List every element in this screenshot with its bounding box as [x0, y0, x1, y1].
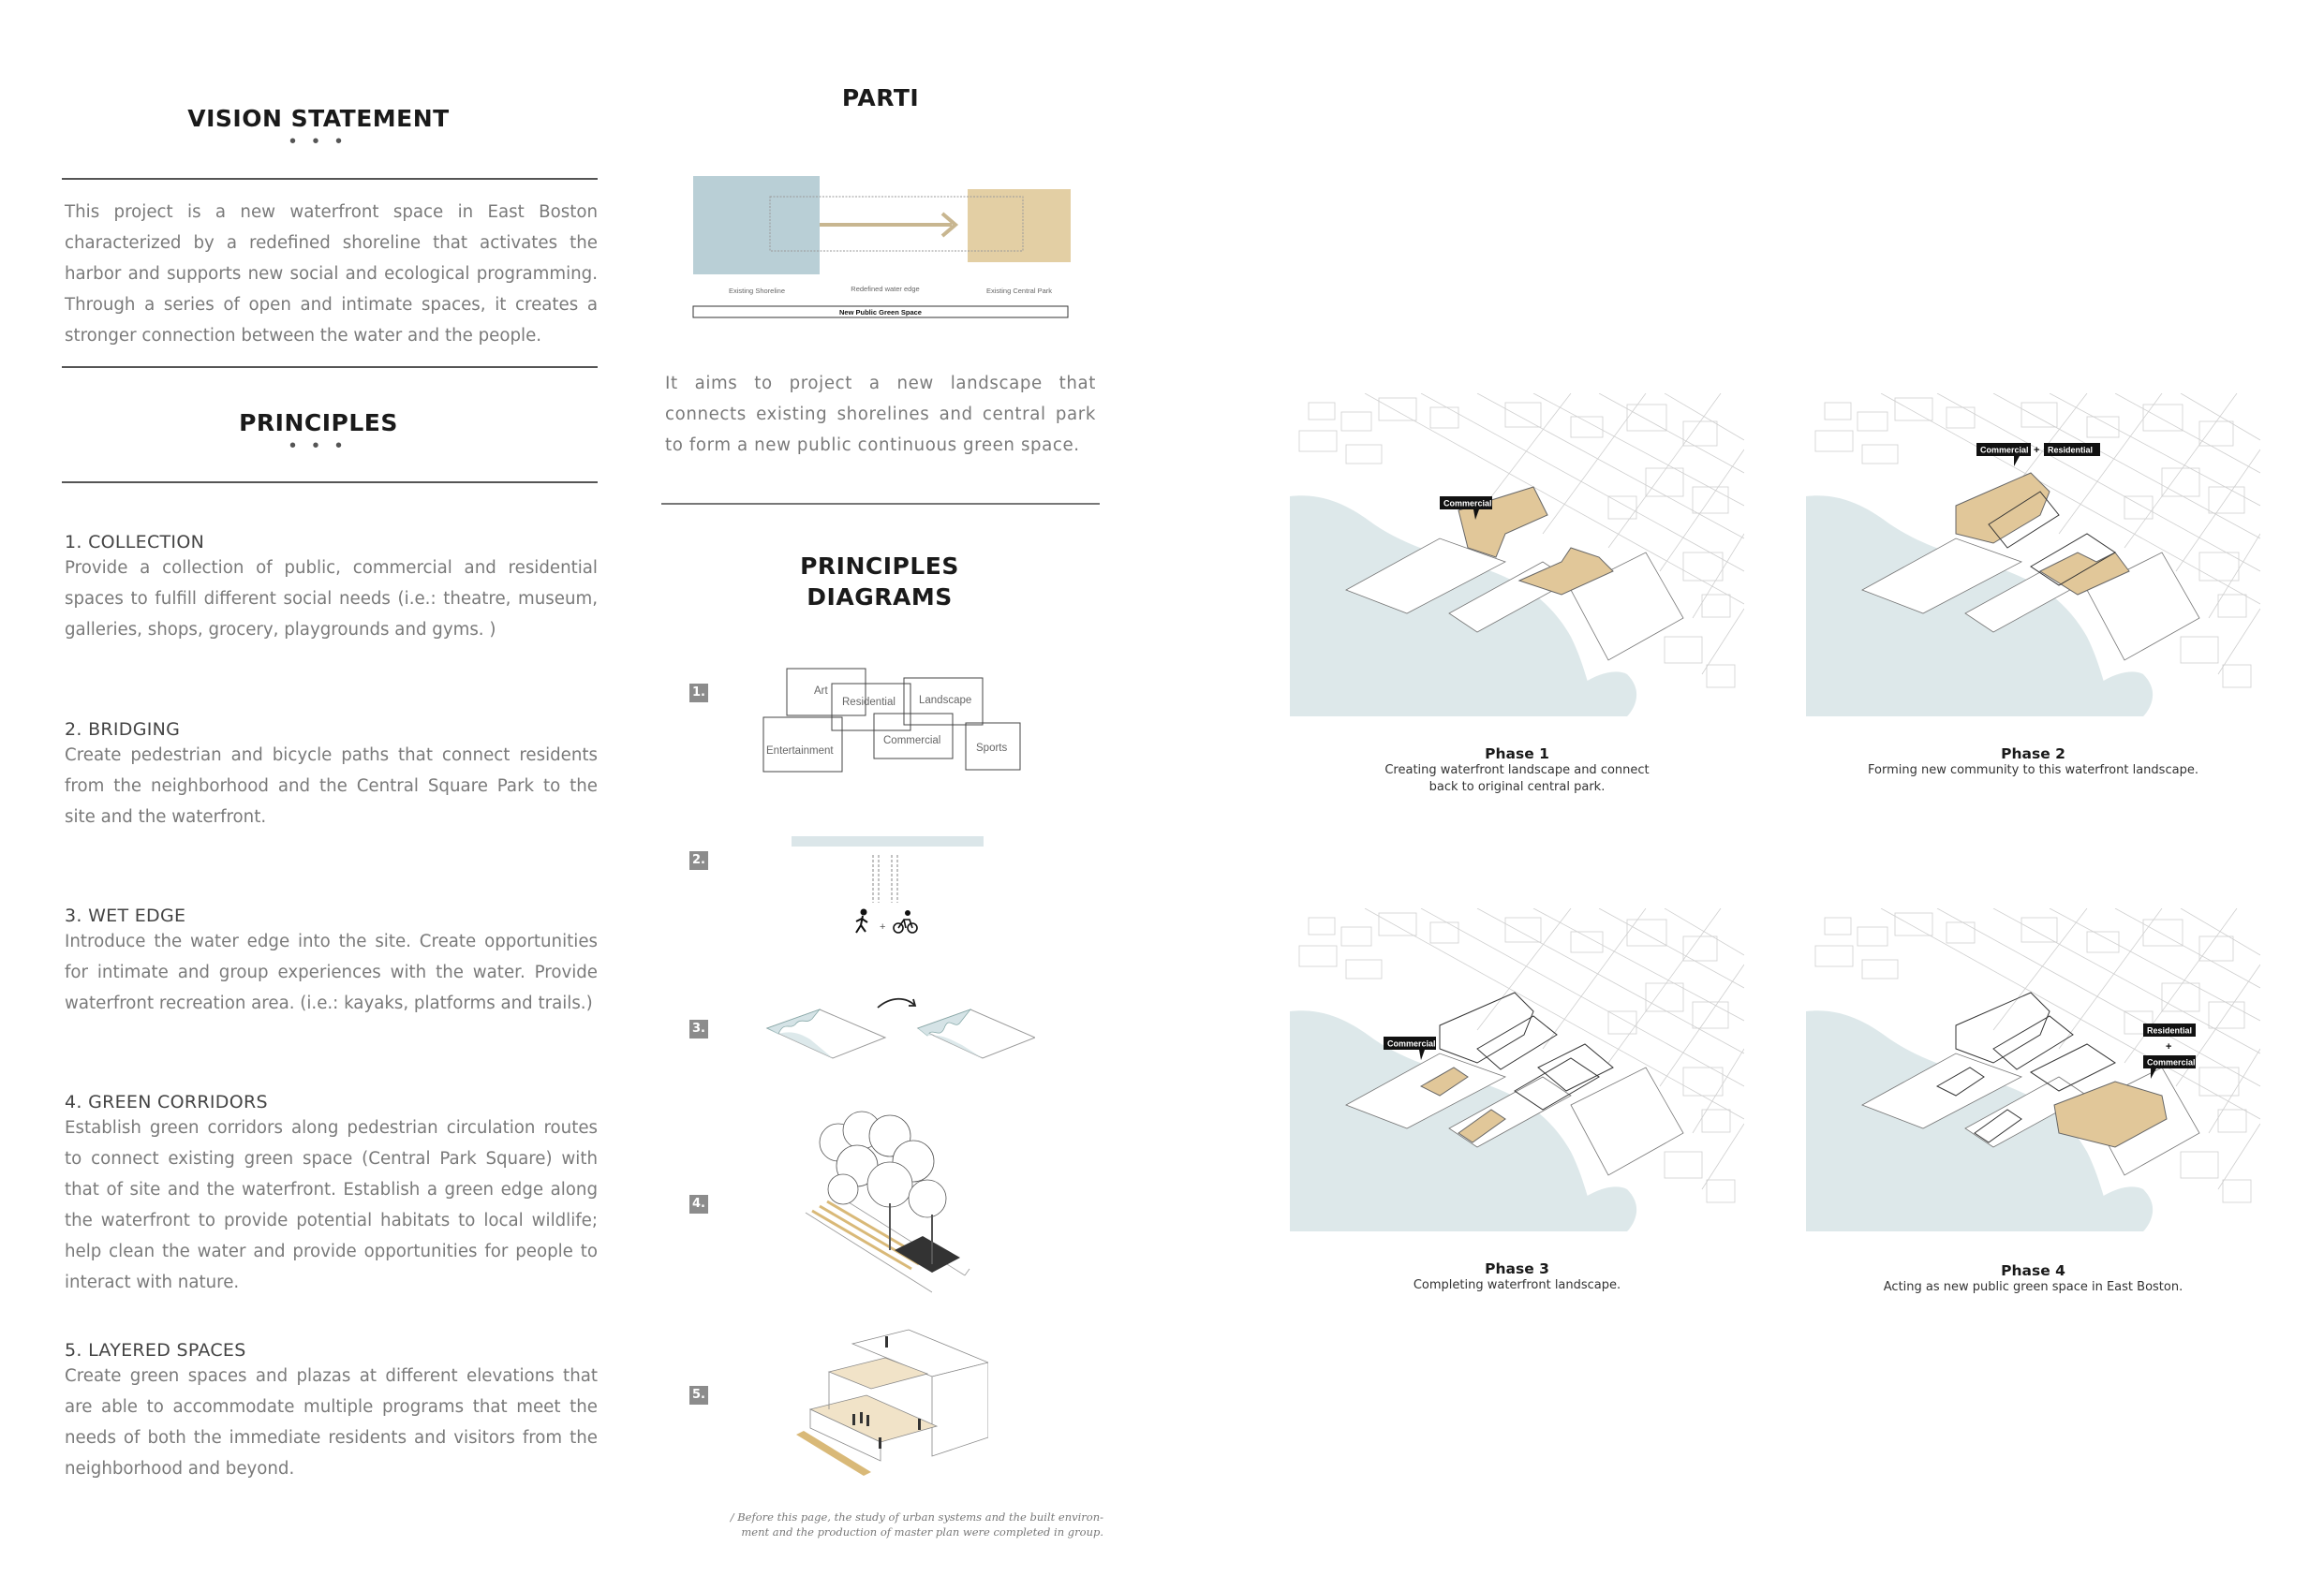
phase-1-tag-commercial: Commercial [1443, 498, 1492, 508]
bicycle-icon [894, 911, 917, 933]
pedestrian-icon [856, 910, 867, 934]
phase-3-tag-commercial: Commercial [1387, 1038, 1436, 1049]
principle-collection [65, 532, 598, 645]
diagram-number-5: 5. [689, 1386, 708, 1405]
box-commercial-label: Commercial [883, 735, 941, 746]
phase-2-tag-residential: Residential [2048, 445, 2094, 455]
green-corridors-diagram [801, 1110, 988, 1297]
box-entertainment [763, 717, 842, 772]
phase-4-map [1806, 908, 2260, 1231]
parti-existing-shoreline-block [693, 176, 820, 274]
phase-2-tag-commercial: Commercial [1980, 445, 2029, 455]
diagram-number-1: 1. [689, 684, 708, 702]
principle-text: Create green spaces and plazas at different elevations that are able to accommodate multiple programs that meet the needs of both the immediate residents and visitors from the neighborhood and beyond. [65, 1366, 598, 1479]
box-landscape-label: Landscape [919, 695, 972, 706]
parti-central-park-block [968, 189, 1071, 262]
footnote-line2: ment and the production of master plan were completed in group. [741, 1525, 1103, 1539]
footnote [656, 1510, 1103, 1539]
principle-text: Create pedestrian and bicycle paths that connect residents from the neighborhood and the Central Square Park to the site and the waterfront. [65, 745, 598, 827]
box-residential-label: Residential [842, 697, 896, 708]
phase-4-card [1806, 908, 2260, 1296]
box-art-label: Art [814, 685, 828, 697]
parti-rule [661, 503, 1100, 505]
phase-1-caption-line1: Creating waterfront landscape and connect [1384, 763, 1650, 777]
bridging-diagram [787, 833, 993, 946]
footnote-line1: / Before this page, the study of urban systems and the built environ- [730, 1510, 1103, 1524]
diagram-number-2: 2. [689, 851, 708, 870]
principles-rule [62, 481, 598, 483]
phase-1-map [1290, 393, 1744, 716]
phase-4-title: Phase 4 [2001, 1262, 2065, 1279]
parti-label-left: Existing Shoreline [728, 287, 786, 295]
diagram-number-4: 4. [689, 1195, 708, 1214]
box-entertainment-label: Entertainment [766, 745, 834, 757]
parti-label-right: Existing Central Park [985, 287, 1053, 295]
phase-2-map [1806, 393, 2260, 716]
phase-4-caption-line1: Acting as new public green space in East Boston. [1883, 1280, 2183, 1294]
principle-text: Establish green corridors along pedestrian circulation routes to connect existing green space (Central Park Square) with that of site and the waterfront. Establish a green edge along the waterfront to provide potential habitats to local wildlife; help clean the water and provide opportunities for people to interact with nature. [65, 1118, 598, 1292]
principles-dots: • • • [289, 435, 348, 456]
phase-2-caption-line1: Forming new community to this waterfront landscape. [1868, 763, 2198, 777]
principle-title: 5. LAYERED SPACES [65, 1340, 246, 1361]
tree-grate [895, 1236, 960, 1273]
collection-diagram [759, 665, 1030, 787]
principle-title: 4. GREEN CORRIDORS [65, 1092, 268, 1112]
phase-2-tag-plus: + [2034, 445, 2040, 456]
principle-text: Provide a collection of public, commercial and residential spaces to fulfill different social needs (i.e.: theatre, museum, galleries, shops, grocery, playgrounds and gyms. ) [65, 558, 598, 640]
phase-4-tag-plus: + [2166, 1041, 2172, 1053]
parti-title: PARTI [841, 84, 920, 111]
wet-edge-diagram [763, 993, 1035, 1068]
tree-icon [820, 1112, 946, 1217]
vision-bottom-rule [62, 366, 598, 368]
phase-4-tag-commercial: Commercial [2147, 1057, 2196, 1068]
vision-title: VISION STATEMENT [187, 105, 450, 132]
principle-wet-edge [65, 906, 598, 1019]
layered-spaces-diagram [796, 1325, 988, 1489]
vision-top-rule [62, 178, 598, 180]
bridging-plus: + [880, 921, 886, 933]
phase-3-title: Phase 3 [1485, 1260, 1549, 1277]
principle-text: Introduce the water edge into the site. Create opportunities for intimate and group experiences with the water. Provide waterfront recreation area. (i.e.: kayaks, platforms and trails.) [65, 932, 598, 1013]
phase-2-card [1806, 393, 2260, 779]
bridging-waterfront-bar [792, 836, 984, 847]
principle-green-corridors [65, 1092, 598, 1298]
phase-3-card [1290, 908, 1744, 1294]
phase-1-caption-line2: back to original central park. [1428, 780, 1606, 794]
phase-2-title: Phase 2 [2001, 745, 2065, 762]
phase-3-caption-line1: Completing waterfront landscape. [1413, 1278, 1621, 1292]
diagram-number-3: 3. [689, 1020, 708, 1038]
principle-title: 2. BRIDGING [65, 719, 181, 740]
box-sports-label: Sports [976, 743, 1008, 754]
diagrams-title-line1: PRINCIPLES [800, 552, 959, 580]
principle-title: 3. WET EDGE [65, 906, 186, 926]
parti-diagram [684, 169, 1077, 323]
parti-text: It aims to project a new landscape that connects existing shorelines and central park to form a new public continuous green space. [665, 374, 1096, 455]
phase-3-map [1290, 908, 1744, 1231]
principle-bridging [65, 719, 598, 832]
parti-bar-label: New Public Green Space [839, 308, 922, 317]
phase-1-title: Phase 1 [1485, 745, 1549, 762]
vision-text: This project is a new waterfront space in East Boston characterized by a redefined shoreline that activates the harbor and supports new social and ecological programming. Through a series of open and intimate spaces, it creates a stronger connection between the water and the people. [65, 202, 598, 346]
principle-title: 1. COLLECTION [65, 532, 205, 552]
parti-label-middle: Redefined water edge [851, 285, 920, 293]
diagrams-title-line2: DIAGRAMS [807, 583, 953, 611]
vision-dots: • • • [289, 131, 348, 152]
principles-title: PRINCIPLES [239, 409, 398, 436]
phase-4-tag-residential: Residential [2147, 1025, 2193, 1036]
principle-layered-spaces [65, 1340, 598, 1484]
phase-1-card [1290, 393, 1744, 796]
